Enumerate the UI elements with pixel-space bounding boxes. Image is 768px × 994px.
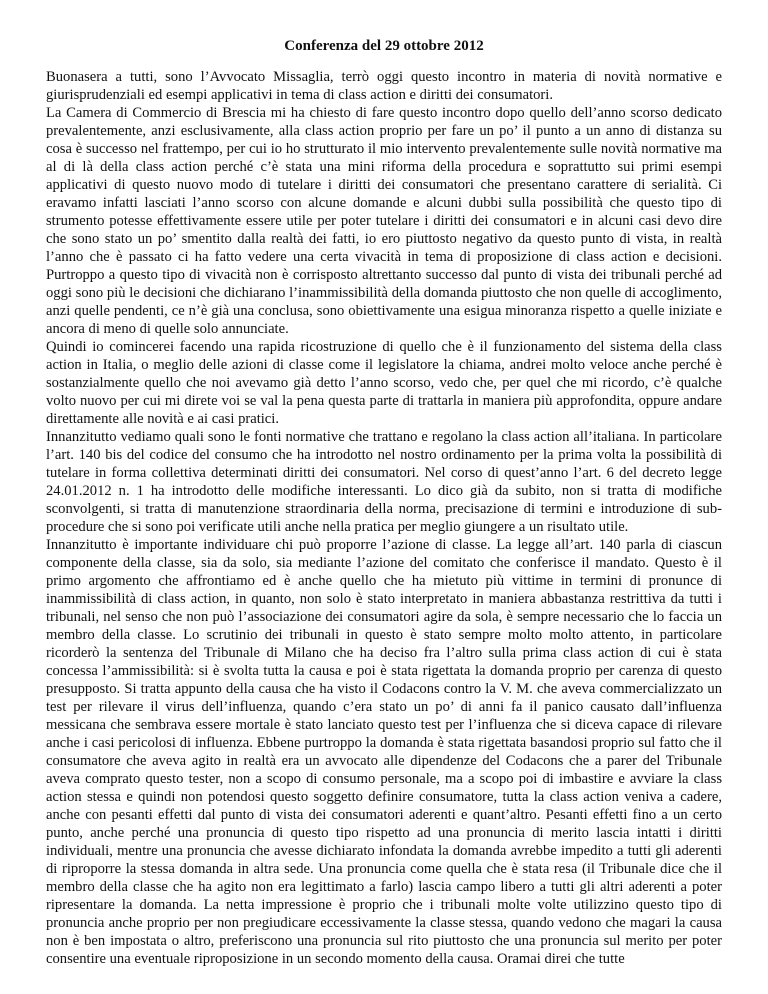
paragraph-2: La Camera di Commercio di Brescia mi ha chiesto di fare questo incontro dopo quello dell’anno scorso dedicato prevalentemente, anzi esclusivamente, alla class action proprio per fare un po’ il punto a un anno di distanza su cosa è successo nel frattempo, per cui io ho strutturato il mio intervento prevalentemente sulle novità normative ma al di là della class action perché c’è stata una mini riforma della procedura e soprattutto sui primi esempi applicativi di questo nuovo modo di tutelare i diritti dei consumatori che presentano carattere di serialità. Ci eravamo infatti lasciati l’anno scorso con alcune domande e alcuni dubbi sulla possibilità che questo tipo di strumento potesse effettivamente essere utile per poter tutelare i diritti dei consumatori e in alcuni casi devo dire che sono stato un po’ smentito dalla realtà dei fatti, io ero piuttosto negativo da questo punto di vista, in realtà l’anno che è passato ci ha fatto vedere una certa vivacità in tema di proposizione di class action e decisioni. Purtroppo a questo tipo di vivacità non è corrisposto altrettanto successo dal punto di vista dei tribunali perché ad oggi sono più le decisioni che dichiarano l’inammissibilità della domanda piuttosto che non quelle di accoglimento, anzi quelle pendenti, ce n’è già una conclusa, sono obiettivamente una esigua minoranza rispetto a quelle iniziate e ancora di meno di quelle solo annunciate. (46, 105, 722, 337)
paragraph-5: Innanzitutto è importante individuare chi può proporre l’azione di classe. La legge all’art. 140 parla di ciascun componente della classe, sia da solo, sia mediante l’azione del comitato che conferisce il mandato. Questo è il primo argomento che affrontiamo ed è anche quello che ha mietuto più vittime in termini di pronunce di inammissibilità di class action, in quanto, non solo è stato interpretato in maniera abbastanza restrittiva da tutti i tribunali, nel senso che non può l’associazione dei consumatori agire da sola, è sempre necessario che lo faccia un membro della classe. Lo scrutinio dei tribunali in questo è stato sempre molto molto attento, in particolare ricorderò la sentenza del Tribunale di Milano che ha deciso fra l’altro sulla prima class action di cui è stata concessa l’ammissibilità: si è svolta tutta la causa e poi è stata rigettata la domanda proprio per carenza di questo presupposto. Si tratta appunto della causa che ha visto il Codacons contro la V. M. che aveva commercializzato un test per rilevare il virus dell’influenza, quando c’era stato un po’ di anni fa il panico causato dall’influenza messicana che sembrava essere mortale è stato lanciato questo test per l’influenza che si diceva capace di rilevare anche i casi pericolosi di influenza. Ebbene purtroppo la domanda è stata rigettata basandosi proprio sul fatto che il consumatore che aveva agito in realtà era un avvocato alle dipendenze del Codacons che a parer del Tribunale aveva comprato questo tester, non a scopo di consumo personale, ma a scopo poi di imbastire e avviare la class action stessa e quindi non potendosi questo soggetto definire consumatore, tutta la class action veniva a cadere, anche con pesanti effetti dal punto di vista dei consumatori aderenti e quant’altro. Pesanti effetti fino a un certo punto, anche perché una pronuncia di questo tipo rispetto ad una pronuncia di merito lascia intatti i diritti individuali, mentre una pronuncia che avesse dichiarato infondata la domanda avrebbe impedito a tutti gli aderenti di riproporre la stessa domanda in altra sede. Una pronuncia come quella che è stata resa (il Tribunale dice che il membro della classe che ha agito non era legittimato a farlo) lascia campo libero a tutti gli altri aderenti a poter ripresentare la domanda. La netta impressione è proprio che i tribunali molte volte utilizzino questo tipo di pronuncia anche proprio per non pregiudicare eccessivamente la classe stessa, quando vedono che magari la causa non è ben impostata o altro, preferiscono una pronuncia sul rito piuttosto che una pronuncia sul merito per poter consentire una eventuale riproposizione in un secondo momento della causa. Oramai direi che tutte (46, 537, 722, 967)
document-title: Conferenza del 29 ottobre 2012 (284, 38, 484, 54)
paragraph-1: Buonasera a tutti, sono l’Avvocato Missaglia, terrò oggi questo incontro in materia di novità normative e giurisprudenziali ed esempi applicativi in tema di class action e diritti dei consumatori. (46, 69, 722, 103)
paragraph-3: Quindi io comincerei facendo una rapida ricostruzione di quello che è il funzionamento del sistema della class action in Italia, o meglio delle azioni di classe come il legislatore la chiama, andrei molto veloce anche perché è sostanzialmente quello che noi avevamo già detto l’anno scorso, vedo che, per quel che mi ricordo, c’è qualche volto nuovo per cui mi direte voi se val la pena questa parte di trattarla in maniera più approfondita, oppure andare direttamente alle novità e ai casi pratici. (46, 339, 722, 427)
paragraph-4: Innanzitutto vediamo quali sono le fonti normative che trattano e regolano la class action all’italiana. In particolare l’art. 140 bis del codice del consumo che ha introdotto nel nostro ordinamento per la prima volta la possibilità di tutelare in forma collettiva determinati diritti dei consumatori. Nel corso di quest’anno l’art. 6 del decreto legge 24.01.2012 n. 1 ha introdotto delle modifiche interessanti. Lo dico già da subito, non si tratta di modifiche sconvolgenti, si tratta di manutenzione straordinaria della norma, precisazione di termini e introduzione di sub-procedure che si sono poi verificate utili anche nella pratica per meglio giungere a un risultato utile. (46, 429, 722, 535)
document-page (46, 36, 722, 968)
